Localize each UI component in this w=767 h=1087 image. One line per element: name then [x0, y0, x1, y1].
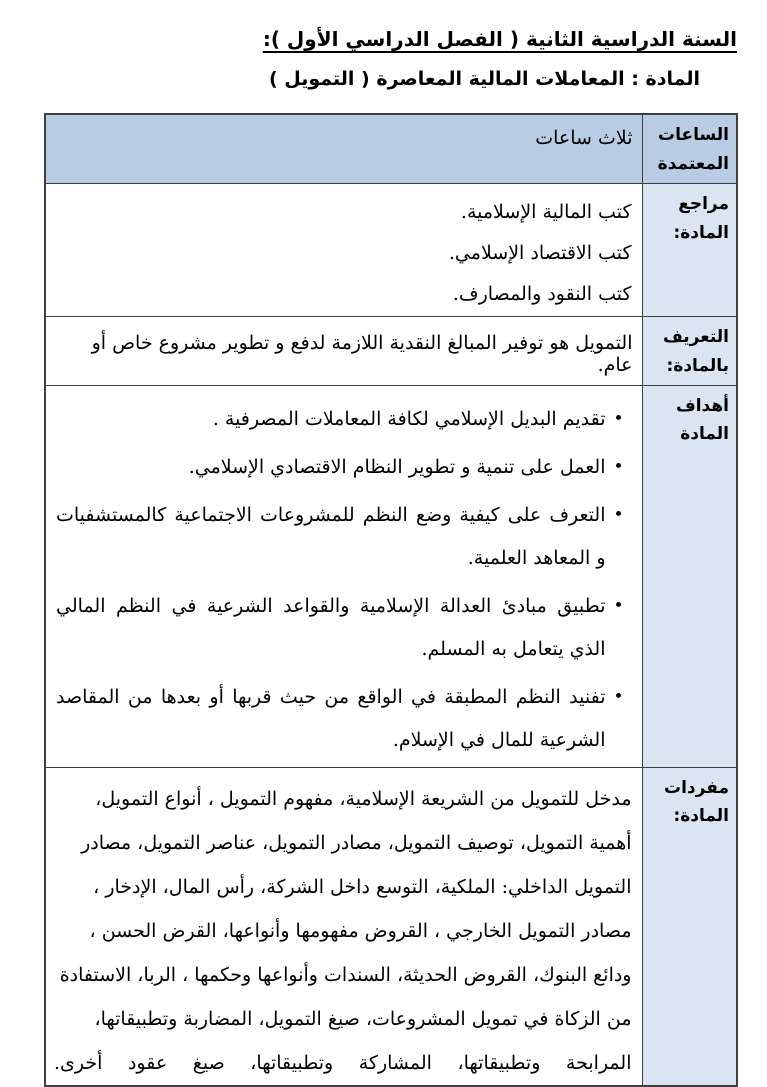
objectives-cell: [45, 385, 642, 767]
objectives-list: [55, 398, 633, 762]
reference-item: كتب المالية الإسلامية.: [460, 200, 632, 223]
bullet-icon: •: [613, 686, 624, 707]
table-row-vocabulary: [45, 767, 737, 1086]
objective-item: [55, 676, 633, 762]
objective-item: [55, 494, 633, 580]
objective-text: العمل على تنمية و تطوير النظام الاقتصادي الإسلامي.: [188, 455, 606, 478]
objective-text: التعرف على كيفية وضع النظم للمشروعات الاجتماعية كالمستشفيات و المعاهد العلمية.: [56, 503, 606, 569]
course-title: المادة : المعاملات المالية المعاصرة ( التمويل ): [269, 68, 700, 90]
objective-item: [55, 446, 633, 489]
table-row-references: [45, 183, 737, 316]
reference-item: كتب الاقتصاد الإسلامي.: [448, 241, 632, 264]
vocabulary-header: مفردات المادة:: [642, 767, 737, 1086]
objective-text: تفنيد النظم المطبقة في الواقع من حيث قربها أو بعدها من المقاصد الشرعية للمال في الإسلام.: [56, 685, 606, 751]
objectives-header: أهداف المادة: [642, 385, 737, 767]
objective-item: [55, 585, 633, 671]
references-header: مراجع المادة:: [642, 183, 737, 316]
table-row-definition: [45, 316, 737, 385]
references-list: [45, 183, 642, 316]
definition-header: التعريف بالمادة:: [642, 316, 737, 385]
objective-text: تطبيق مبادئ العدالة الإسلامية والقواعد الشرعية في النظم المالي الذي يتعامل به المسلم.: [56, 594, 606, 660]
objective-item: [55, 398, 633, 441]
credit-hours-header: الساعات المعتمدة: [642, 114, 737, 183]
vocabulary-text: مدخل للتمويل من الشريعة الإسلامية، مفهوم التمويل ، أنواع التمويل، أهمية التمويل، توصيف التمويل، مصادر التمويل، عناصر التمويل، مصادر التمويل الداخلي: الملكية، التوسع داخل الشركة، رأس المال، الإدخار ، مصادر التمويل الخارجي ، القروض مفهومها وأنواعها، القرض الحسن ، ودائع البنوك، القروض الحديثة، السندات وأنواعها وحكمها ، الربا، الاستفادة من الزكاة في تمويل المشروعات، صيغ التمويل، المضاربة وتطبيقاتها، المرابحة وتطبيقاتها، المشاركة وتطبيقاتها، صيغ عقود أخرى.: [45, 767, 642, 1086]
syllabus-page: [0, 27, 767, 1074]
bullet-icon: •: [613, 456, 624, 477]
bullet-icon: •: [613, 595, 624, 616]
credit-hours-value: ثلاث ساعات: [45, 114, 642, 183]
academic-year-title: السنة الدراسية الثانية ( الفصل الدراسي الأول ):: [262, 27, 737, 51]
reference-item: كتب النقود والمصارف.: [452, 282, 632, 305]
definition-text: التمويل هو توفير المبالغ النقدية اللازمة لدفع و تطوير مشروع خاص أو عام.: [45, 316, 642, 385]
bullet-icon: •: [613, 408, 624, 429]
bullet-icon: •: [613, 504, 624, 525]
table-row-objectives: [45, 385, 737, 767]
objective-text: تقديم البديل الإسلامي لكافة المعاملات المصرفية .: [212, 407, 606, 430]
table-row-credit-hours: [45, 114, 737, 183]
syllabus-table: [44, 113, 738, 1087]
